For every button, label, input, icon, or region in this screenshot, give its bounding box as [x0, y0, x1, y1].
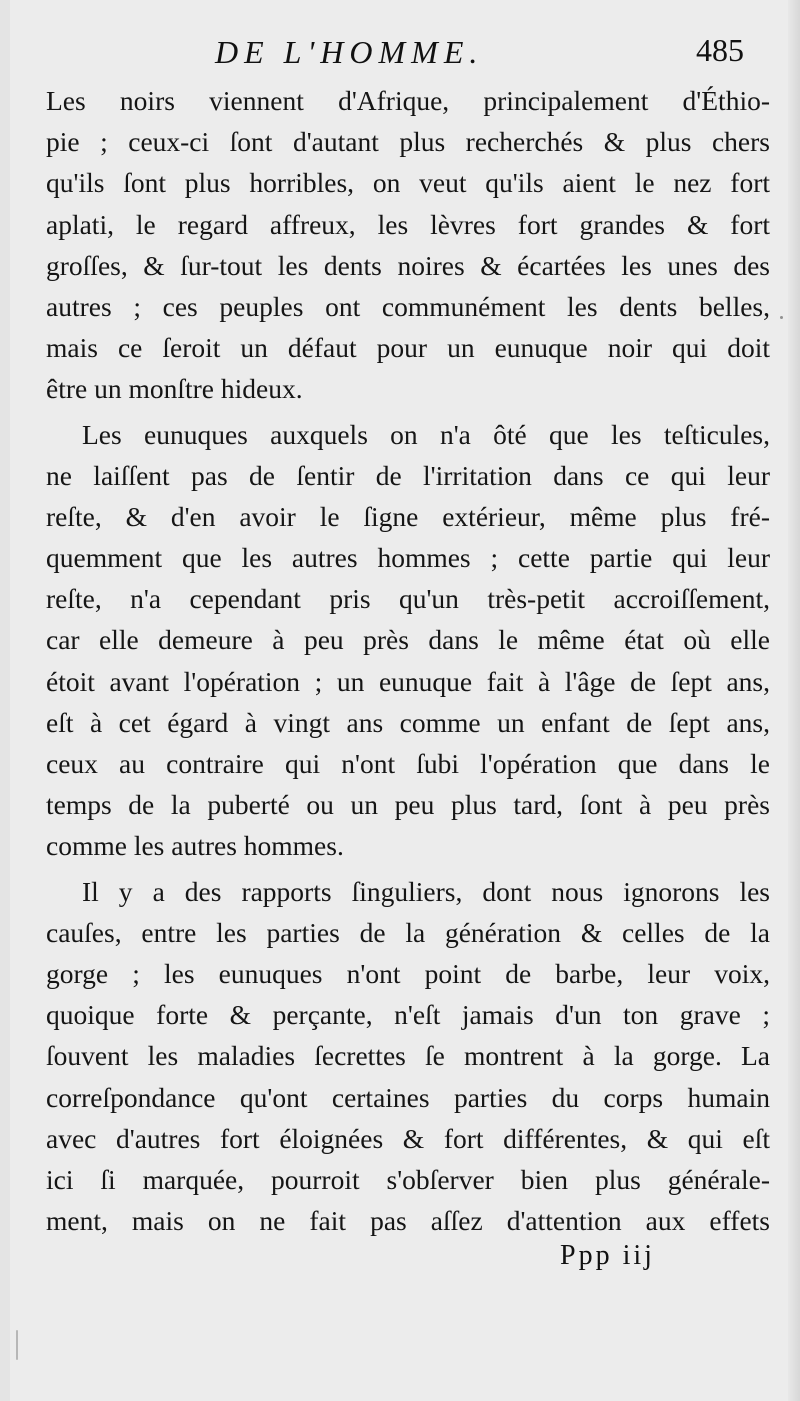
- text-line: être un monſtre hideux.: [46, 373, 303, 405]
- text-line: Les noirs viennent d'Afrique, principalement d'Éthio-: [46, 85, 770, 116]
- text-line: gorge ; les eunuques n'ont point de barbe, leur voix,: [46, 957, 770, 989]
- paragraph-2: [46, 414, 770, 867]
- text-line: quoique forte & perçante, n'eſt jamais d'un ton grave ;: [46, 999, 770, 1031]
- text-line: ceux au contraire qui n'ont ſubi l'opération que dans le: [46, 748, 770, 779]
- ink-speck: [16, 1330, 18, 1360]
- page-number: 485: [696, 32, 744, 68]
- text-line: car elle demeure à peu près dans le même état où elle: [46, 624, 770, 656]
- text-line: aplati, le regard affreux, les lèvres fort grandes & fort: [46, 208, 770, 240]
- body-text: [46, 80, 770, 1245]
- ink-speck: [780, 316, 783, 319]
- text-line: mais ce ſeroit un défaut pour un eunuque noir qui doit: [46, 332, 770, 364]
- text-line: reſte, & d'en avoir le ſigne extérieur, même plus fré-: [46, 500, 770, 532]
- text-line: qu'ils ſont plus horribles, on veut qu'ils aient le nez fort: [46, 167, 770, 199]
- text-line: pie ; ceux-ci ſont d'autant plus recherchés & plus chers: [46, 126, 770, 158]
- text-line: cauſes, entre les parties de la génération & celles de la: [46, 916, 770, 948]
- paragraph-1: [46, 80, 770, 410]
- text-line: correſpondance qu'ont certaines parties du corps humain: [46, 1081, 770, 1113]
- text-line: Les eunuques auxquels on n'a ôté que les teſticules,: [82, 418, 770, 450]
- text-line: autres ; ces peuples ont communément les dents belles,: [46, 290, 770, 322]
- text-line: ne laiſſent pas de ſentir de l'irritation dans ce qui leur: [46, 459, 770, 491]
- signature-mark: Ppp iij: [560, 1240, 655, 1271]
- text-line: ici ſi marquée, pourroit s'obſerver bien plus générale-: [46, 1163, 770, 1195]
- text-line: Il y a des rapports ſinguliers, dont nous ignorons les: [82, 875, 770, 907]
- text-line: quemment que les autres hommes ; cette partie qui leur: [46, 542, 770, 574]
- running-head: DE L'HOMME.: [215, 34, 484, 70]
- text-line: groſſes, & ſur-tout les dents noires & écartées les unes des: [46, 249, 770, 281]
- book-page: [10, 0, 800, 1401]
- text-line: reſte, n'a cependant pris qu'un très-petit accroiſſement,: [46, 583, 770, 615]
- page-header: [10, 30, 800, 74]
- page-edge-shadow: [788, 0, 800, 1401]
- text-line: eſt à cet égard à vingt ans comme un enfant de ſept ans,: [46, 706, 770, 738]
- text-line: ſouvent les maladies ſecrettes ſe montrent à la gorge. La: [46, 1040, 770, 1072]
- text-line: comme les autres hommes.: [46, 830, 344, 862]
- text-line: ment, mais on ne fait pas aſſez d'attention aux effets: [46, 1205, 770, 1237]
- paragraph-3: [46, 871, 770, 1242]
- text-line: avec d'autres fort éloignées & fort différentes, & qui eſt: [46, 1122, 770, 1154]
- text-line: étoit avant l'opération ; un eunuque fait à l'âge de ſept ans,: [46, 665, 770, 697]
- text-line: temps de la puberté ou un peu plus tard, ſont à peu près: [46, 789, 770, 821]
